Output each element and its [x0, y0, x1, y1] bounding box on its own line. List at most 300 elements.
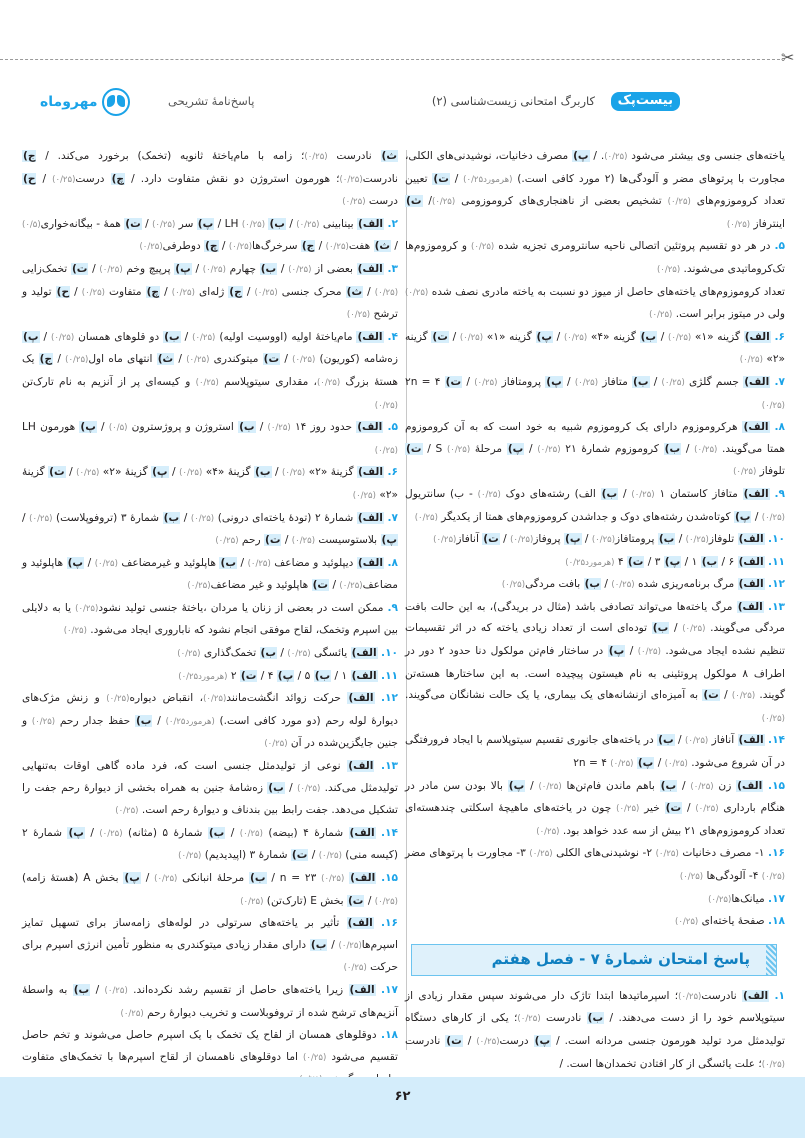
answer-text: / [180, 511, 191, 524]
answer-text: / [462, 375, 475, 388]
answer-text: بافت مردگی [525, 578, 584, 591]
answer-text: توده‌ای است از تعداد زیادی یاخته که در اثر تقسیمات تنظیم نشده ایجاد می‌شود. [405, 622, 785, 658]
answer-item [405, 372, 785, 417]
score: (۰/۲۵) [761, 400, 785, 411]
question-number: ۱۱. [768, 555, 785, 568]
answer-text: نادرست [405, 1034, 446, 1047]
score: (۰/۲۵) [414, 512, 438, 523]
scissors-icon: ✂ [781, 48, 795, 67]
answer-text: / [391, 240, 398, 253]
score: (هرمورد۰/۲۵) [178, 671, 228, 682]
part-label: ت) [406, 442, 422, 455]
score: (۰/۲۵) [52, 174, 76, 185]
answer-text: دو قلوهای همسان [74, 330, 164, 343]
part-label: ب) [310, 938, 327, 951]
answer-text: تعیین تعداد کروموزوم‌های [405, 172, 785, 208]
score: (۰/۲۵) [195, 377, 219, 388]
answer-item [22, 688, 398, 756]
answer-item [405, 417, 785, 484]
answer-text: پرپیچ وخم [122, 262, 175, 275]
question-number: ۱۵. [381, 872, 399, 884]
part-label: پ) [175, 262, 191, 275]
score: (هرمورد۰/۲۵) [463, 174, 513, 185]
answer-text: کوتاه‌شدن رشته‌های دوک و جداشدن کروموزوم‌های همتا از یکدیگر [437, 510, 734, 523]
answer-text: انتهای ماه اول [88, 353, 157, 366]
part-label: ت) [665, 802, 682, 815]
score: (۰/۲۵) [76, 468, 100, 479]
score: (۰/۲۵) [616, 804, 640, 815]
answer-text: / [90, 983, 105, 996]
score: (۰/۲۵) [190, 513, 215, 524]
score: (۰/۲۵) [240, 896, 264, 907]
answer-item [405, 574, 785, 597]
answer-text: / [422, 195, 432, 208]
answer-text: / [751, 510, 762, 523]
answer-text: یک هستهٔ بزرگ [22, 353, 398, 388]
answer-text: / [675, 533, 686, 546]
answer-text: ؛ زامه با مام‌یاختهٔ ثانویه (تخمک) برخورد می‌کند. / [36, 150, 305, 162]
score: (۰/۲۵) [228, 242, 253, 253]
answer-text: شمارهٔ ۲ (کیسه منی) [22, 826, 398, 862]
part-label: الف) [348, 692, 374, 705]
score: (۰/۲۵) [139, 242, 163, 253]
answer-text: / [657, 330, 669, 343]
answer-item [22, 980, 398, 1025]
part-label: ج) [301, 240, 315, 253]
part-label: الف) [357, 217, 384, 230]
answer-text: ، مقداری سیتوپلاسم [218, 375, 317, 388]
answer-text: / [462, 1034, 477, 1047]
score: (۰/۲۵) [352, 490, 376, 501]
score: (۰/۲۵) [343, 963, 367, 974]
answer-text: ۲- نوشیدنی‌های الکلی [552, 847, 656, 860]
answer-text: و زنش مژک‌های دیوارهٔ لوله رحم (دو مورد کافی است.) [22, 692, 398, 727]
part-label: ج) [39, 353, 53, 366]
score: (۰/۲۵) [678, 991, 702, 1002]
part-label: ب) [584, 578, 601, 591]
question-number: ۱۰. [768, 533, 785, 546]
score: (۰/۲۵) [726, 219, 751, 230]
score: (۰/۲۵) [99, 828, 123, 839]
answer-text: مصرف دخانیات، نوشیدنی‌های الکلی، مجاورت با پرتوهای مضر و آلودگی‌ها (۲ مورد کافی است.) [405, 150, 785, 185]
part-label: ت) [240, 669, 257, 682]
answer-item [405, 327, 785, 372]
answer-item [405, 529, 785, 552]
score: (۰/۲۵) [342, 197, 366, 208]
score: (۰/۲۵) [517, 1014, 541, 1025]
answer-text: و جنین جایگزین‌شده در آن [22, 714, 398, 750]
answer-text: / [601, 578, 612, 591]
score: (۰/۲۵) [321, 874, 345, 884]
part-label: پ) [664, 555, 681, 568]
score: (۰/۲۵) [685, 535, 709, 546]
part-label: ث) [406, 195, 422, 208]
question-number: ۲. [387, 217, 398, 230]
answer-text: اینترفاز [750, 217, 785, 230]
answer-text: مرگ برنامه‌ریزی شده [634, 578, 738, 591]
publisher-logo [40, 88, 130, 116]
score: (۰/۲۵) [708, 894, 732, 905]
answer-text: دیپلوئید و مضاعف [270, 556, 357, 569]
part-label: پ) [67, 556, 84, 569]
score: (۰/۲۵) [664, 759, 688, 770]
answer-text: بالا بودن سن مادر در هنگام بارداری [405, 779, 785, 815]
part-label: پ) [637, 757, 654, 770]
answer-text: زن [713, 779, 737, 792]
answer-text: / [363, 285, 375, 298]
answer-text: / [174, 353, 187, 366]
answer-text: / [168, 466, 180, 479]
answer-item [405, 146, 785, 236]
answer-text: / [84, 556, 95, 569]
answer-item [22, 666, 398, 689]
part-label: ت) [445, 375, 462, 388]
score: (۰/۲۵) [574, 377, 599, 388]
answer-text: / [225, 826, 240, 839]
answer-text: / [308, 849, 319, 862]
part-label: ب) [163, 511, 180, 524]
answer-text: هفت [348, 240, 374, 253]
part-label: ب) [314, 669, 331, 682]
answer-text: شمارهٔ ۳ (تروفوپلاست) [52, 511, 163, 524]
answer-text: / [277, 647, 288, 660]
score: (۰/۲۵) [477, 489, 501, 500]
answer-text: / [499, 533, 511, 546]
part-label: پ) [546, 375, 562, 388]
question-number: ۱۳. [381, 760, 398, 773]
answer-text: هورمون LH [22, 421, 80, 434]
answer-text: سرخرگ‌ها [252, 240, 301, 253]
answer-text: / [70, 285, 82, 298]
logo-text: مهروماه [40, 94, 98, 110]
score: (۰/۲۵) [339, 174, 363, 185]
score: (۰/۲۵) [611, 580, 635, 591]
score: (۰/۲۵) [761, 512, 785, 523]
answer-item [22, 327, 398, 417]
answer-text: هاپلوئید و مضاعف [22, 556, 398, 592]
answer-text: نادرست [327, 150, 381, 162]
answer-text: / [96, 421, 109, 434]
part-label: الف) [738, 734, 764, 747]
score: (۰/۲۵) [63, 626, 87, 637]
score: (۰/۵) [108, 423, 128, 434]
question-number: ۱۲. [768, 578, 785, 591]
answer-text: / [448, 330, 460, 343]
answer-text: ۴ / [257, 669, 277, 682]
answer-text: / [36, 172, 53, 185]
answer-text: / [315, 240, 326, 253]
part-label: الف) [743, 421, 769, 434]
score: (هرمورد۰/۲۵) [165, 716, 215, 727]
answer-text: رحم [238, 534, 264, 547]
answer-text: / [140, 872, 155, 884]
answer-text: آنافاز [456, 533, 483, 546]
part-label: ب) [601, 487, 618, 500]
score: (۰/۲۵) [604, 152, 628, 162]
score: (۰/۲۵) [179, 468, 203, 479]
answer-item [22, 214, 398, 259]
answer-text: حدود روز ۱۴ [290, 421, 357, 434]
answer-text: / [271, 466, 282, 479]
answer-text: و کروموزوم‌ها تک‌کروماتیدی می‌شوند. [405, 240, 785, 275]
question-number: ۱۳. [768, 600, 785, 613]
score: (۰/۲۵) [296, 219, 320, 230]
answer-text: شمارهٔ ۳ (اپیدیدیم) [201, 849, 291, 862]
answer-text: / [84, 826, 100, 839]
answer-text: / [242, 285, 255, 298]
answer-text: / [649, 375, 662, 388]
score: (۰/۲۵) [31, 716, 56, 727]
answer-text: زه‌شامهٔ جنین به همراه بخشی از دیوارهٔ رحم جفت را تشکیل می‌دهد. جفت رابط بین بندناف و دیوارهٔ رحم است. [22, 781, 398, 817]
part-label: ت) [264, 534, 281, 547]
answer-text: / [236, 556, 248, 569]
question-number: ۱۴. [768, 734, 785, 747]
answer-text: گزینهٔ «۲» [22, 466, 398, 501]
part-label: الف) [738, 555, 764, 568]
part-label: ب) [701, 555, 718, 568]
answer-text: به واسطهٔ آنزیم‌های ترشح شده از تروفوبلاست و تخریب دیوارهٔ رحم [22, 983, 398, 1019]
part-label: پ) [608, 645, 625, 658]
part-label: پ) [152, 466, 168, 479]
answer-text: تأثیر بر یاخته‌های سرتولی در لوله‌های زامه‌ساز برای تسهیل تمایز اسپرم‌ها [22, 917, 399, 951]
answer-text: میانک‌ها [731, 892, 769, 905]
question-number: ۱۲. [381, 692, 398, 705]
answer-text: / [327, 938, 339, 951]
answer-text: / [562, 375, 575, 388]
score: (۰/۲۵) [215, 536, 239, 547]
answer-item [22, 553, 398, 598]
score: (۰/۲۵) [675, 917, 699, 928]
question-number: ۵. [774, 240, 786, 253]
part-label: ب) [269, 217, 285, 230]
answer-text: / [22, 511, 30, 524]
score: (۰/۲۵) [591, 535, 616, 546]
answer-text [374, 917, 381, 929]
answer-item [22, 823, 398, 868]
score: (۰/۲۵) [186, 355, 210, 366]
answer-text: الف) رشته‌های دوک [500, 487, 601, 500]
answer-text: زه‌شامه (کوریون) [315, 353, 398, 366]
answer-text: پرومتافاز [615, 533, 658, 546]
part-label: الف) [737, 600, 763, 613]
answer-text: LH [224, 217, 269, 230]
cut-line [0, 59, 780, 60]
answer-text: چهارم [225, 262, 260, 275]
left-answers [22, 146, 398, 1136]
question-number: ۸. [387, 556, 398, 569]
part-label: ت) [703, 689, 719, 702]
answer-text: ۲ [227, 669, 240, 682]
answer-text: / [364, 894, 375, 907]
part-label: الف) [351, 647, 377, 660]
answer-text: دارای مقدار زیادی میتوکندری به منظور تأمین انرژی اسپرم برای حرکت [22, 938, 398, 974]
answer-text: مرگ یاخته‌ها می‌تواند تصادفی باشد (مثال در بریدگی)، به این حالت بافت مردگی می‌گویند. [405, 600, 785, 635]
page-header [0, 88, 805, 118]
part-label: پ) [68, 826, 84, 839]
answer-text: ؛ هورمون استروژن دو نقش متفاوت دارد. / [125, 172, 340, 185]
score: (۰/۲۵) [292, 355, 316, 366]
score: (۰/۲۵) [291, 536, 316, 547]
page-number: ۶۲ [394, 1089, 411, 1104]
part-label: پ) [534, 1034, 551, 1047]
answer-item [405, 843, 785, 888]
answer-item [405, 889, 785, 912]
part-label: پ) [197, 217, 214, 230]
answer-text: / [719, 689, 732, 702]
part-label: ج) [23, 150, 36, 162]
score: (۰/۲۵) [656, 264, 681, 275]
page-footer [0, 1077, 805, 1138]
answer-text: ۳- مجاورت با پرتوهای مضر [405, 847, 530, 860]
score: (۰/۲۵) [446, 444, 471, 455]
score: (۰/۲۵) [65, 355, 89, 366]
score: (۰/۲۵) [29, 513, 53, 524]
answer-text: گزینهٔ «۲» [99, 466, 152, 479]
score: (۰/۲۵) [476, 1036, 500, 1047]
score: (۰/۲۵) [202, 264, 226, 275]
answer-text: ۱ / [331, 669, 351, 682]
answer-text: / [160, 285, 172, 298]
score: (۰/۲۵) [631, 489, 655, 500]
answer-text: ژله‌ای [194, 285, 229, 298]
part-label: ب) [164, 330, 180, 343]
answer-text: ۱ / [681, 555, 701, 568]
answer-text: / [422, 442, 436, 455]
answer-text: به آمیزه‌ای ازنشانه‌های یک بیماری، یا یک حالت نشانگان می‌گویند. [405, 689, 703, 702]
answer-text: خیر [639, 802, 665, 815]
part-label: الف) [350, 872, 376, 884]
part-label: الف) [744, 375, 770, 388]
answer-text: تلوفاز [708, 533, 738, 546]
answer-item [22, 913, 398, 980]
question-number: ۱. [774, 989, 786, 1002]
answer-text: صفحهٔ یاخته‌ای [698, 915, 769, 928]
question-number: ۱۸. [381, 1029, 398, 1042]
score: (۰/۲۵) [94, 558, 118, 569]
answer-item [405, 552, 785, 575]
answer-key-label: پاسخ‌نامهٔ تشریحی [168, 94, 255, 108]
part-label: ب) [260, 262, 277, 275]
part-label: ب) [658, 533, 675, 546]
answer-text: حفظ جدار رحم [55, 714, 135, 727]
score: (۰/۲۵) [637, 647, 661, 658]
answer-item [22, 462, 398, 507]
question-number: ۱۷. [768, 892, 785, 905]
answer-text: درست [365, 195, 398, 208]
score: (۰/۲۵) [761, 872, 785, 882]
answer-text: ؛ یکی از کارهای دستگاه تولیدمثل مرد تولید هورمون جنسی مردانه است. / [405, 1012, 785, 1047]
answer-text: ۵ / [294, 669, 314, 682]
answer-text: ولی در میتوز برابر است. [672, 308, 785, 321]
part-label: ث) [346, 285, 363, 298]
answer-text: / [180, 330, 193, 343]
part-label: الف) [357, 466, 384, 479]
section-title: پاسخ امتحان شمارهٔ ۷ - فصل هفتم [491, 949, 750, 968]
answer-text: / [65, 466, 77, 479]
answer-text: محرک جنسی [277, 285, 346, 298]
answer-item [22, 508, 398, 553]
answer-text: جسم گلژی [684, 375, 744, 388]
answer-text: / [669, 622, 683, 635]
part-label: پ) [23, 330, 39, 343]
answer-item [405, 911, 785, 934]
answer-item [22, 146, 398, 214]
score: (۰/۲۵) [264, 739, 288, 750]
answer-text: آنافاز [708, 734, 738, 747]
part-label: پ) [507, 442, 524, 455]
part-label: ت) [71, 262, 88, 275]
question-number: ۴. [387, 330, 398, 343]
answer-text: کروموزوم شمارهٔ ۲۱ [560, 442, 664, 455]
part-label: الف) [357, 330, 383, 343]
part-label: الف) [738, 578, 764, 591]
answer-text: پرومتافاز [497, 375, 546, 388]
answer-text: تولید و ترشح [22, 285, 398, 321]
answer-text: / [284, 781, 298, 794]
answer-text: همهٔ - بیگانه‌خواری [40, 217, 125, 230]
score: (۰/۲۵) [695, 804, 719, 815]
question-number: ۱۵. [768, 779, 786, 792]
score: (۰/۲۵) [374, 896, 398, 907]
answer-text: شمارهٔ ۵ (مثانه) [122, 826, 208, 839]
part-label: پ) [536, 330, 552, 343]
answer-text: گزینه «۴» [587, 330, 640, 343]
part-label: ث) [374, 240, 391, 253]
part-label: ب) [587, 1012, 604, 1025]
score: (۰/۲۵) [288, 264, 312, 275]
score: (۰/۲۵) [431, 197, 456, 208]
score: (۰/۲۵) [374, 445, 398, 456]
part-label: ت) [263, 353, 280, 366]
brand-badge: بیست‌پک [611, 92, 680, 111]
answer-text: در یاخته‌های جانوری تقسیم سیتوپلاسم با ایجاد فرورفتگی در آن شروع می‌شود. [405, 734, 785, 770]
score: (۰/۲۵) [316, 377, 341, 388]
part-label: الف) [348, 760, 374, 773]
part-label: ت) [446, 1034, 462, 1047]
answer-text: استروژن و پروژسترون [127, 421, 239, 434]
answer-text: ۶ / [718, 555, 738, 568]
score: (۰/۲۵) [104, 985, 128, 996]
score: (۰/۲۵) [739, 355, 763, 366]
answer-text: بخش A (هستهٔ زامه) [22, 872, 124, 884]
answer-text: سر [175, 217, 197, 230]
score: (۰/۲۵) [247, 558, 271, 569]
answer-text: باهم ماندن فام‌تن‌ها [561, 779, 660, 792]
stripe-decoration [766, 945, 776, 975]
part-label: پ) [277, 669, 294, 682]
question-number: ۹. [387, 601, 398, 614]
part-label: ح) [56, 285, 70, 298]
answer-item [22, 868, 398, 913]
score: (۰/۲۵) [694, 444, 718, 455]
answer-text: گزینه «۱» [483, 330, 536, 343]
score: (۰/۲۵) [374, 400, 398, 411]
answer-text: بلاستوسیست [315, 534, 381, 547]
part-label: ت) [627, 555, 644, 568]
answer-text: تعداد کروموزوم‌های یاخته‌های حاصل از میوز دو نسبت به یاخته مادری نصف شده [428, 285, 785, 298]
answer-item [22, 756, 398, 823]
score: (۰/۲۵) [254, 287, 278, 298]
part-label: الف) [357, 556, 383, 569]
part-label: ح) [23, 172, 36, 185]
answer-text: چون در یاخته‌های ماهیچهٔ اسکلتی چندهسته‌ای تعداد کروموزوم‌های ۲۱ بیش از سه عدد خواهد بود. [405, 802, 785, 837]
answer-text: / [280, 353, 293, 366]
score: (۰/۲۵) [661, 377, 685, 388]
part-label: ت) [483, 533, 499, 546]
score: (۰/۲۵) [287, 649, 311, 660]
score: (۰/۲۵) [649, 310, 673, 321]
answer-item [405, 986, 785, 1076]
